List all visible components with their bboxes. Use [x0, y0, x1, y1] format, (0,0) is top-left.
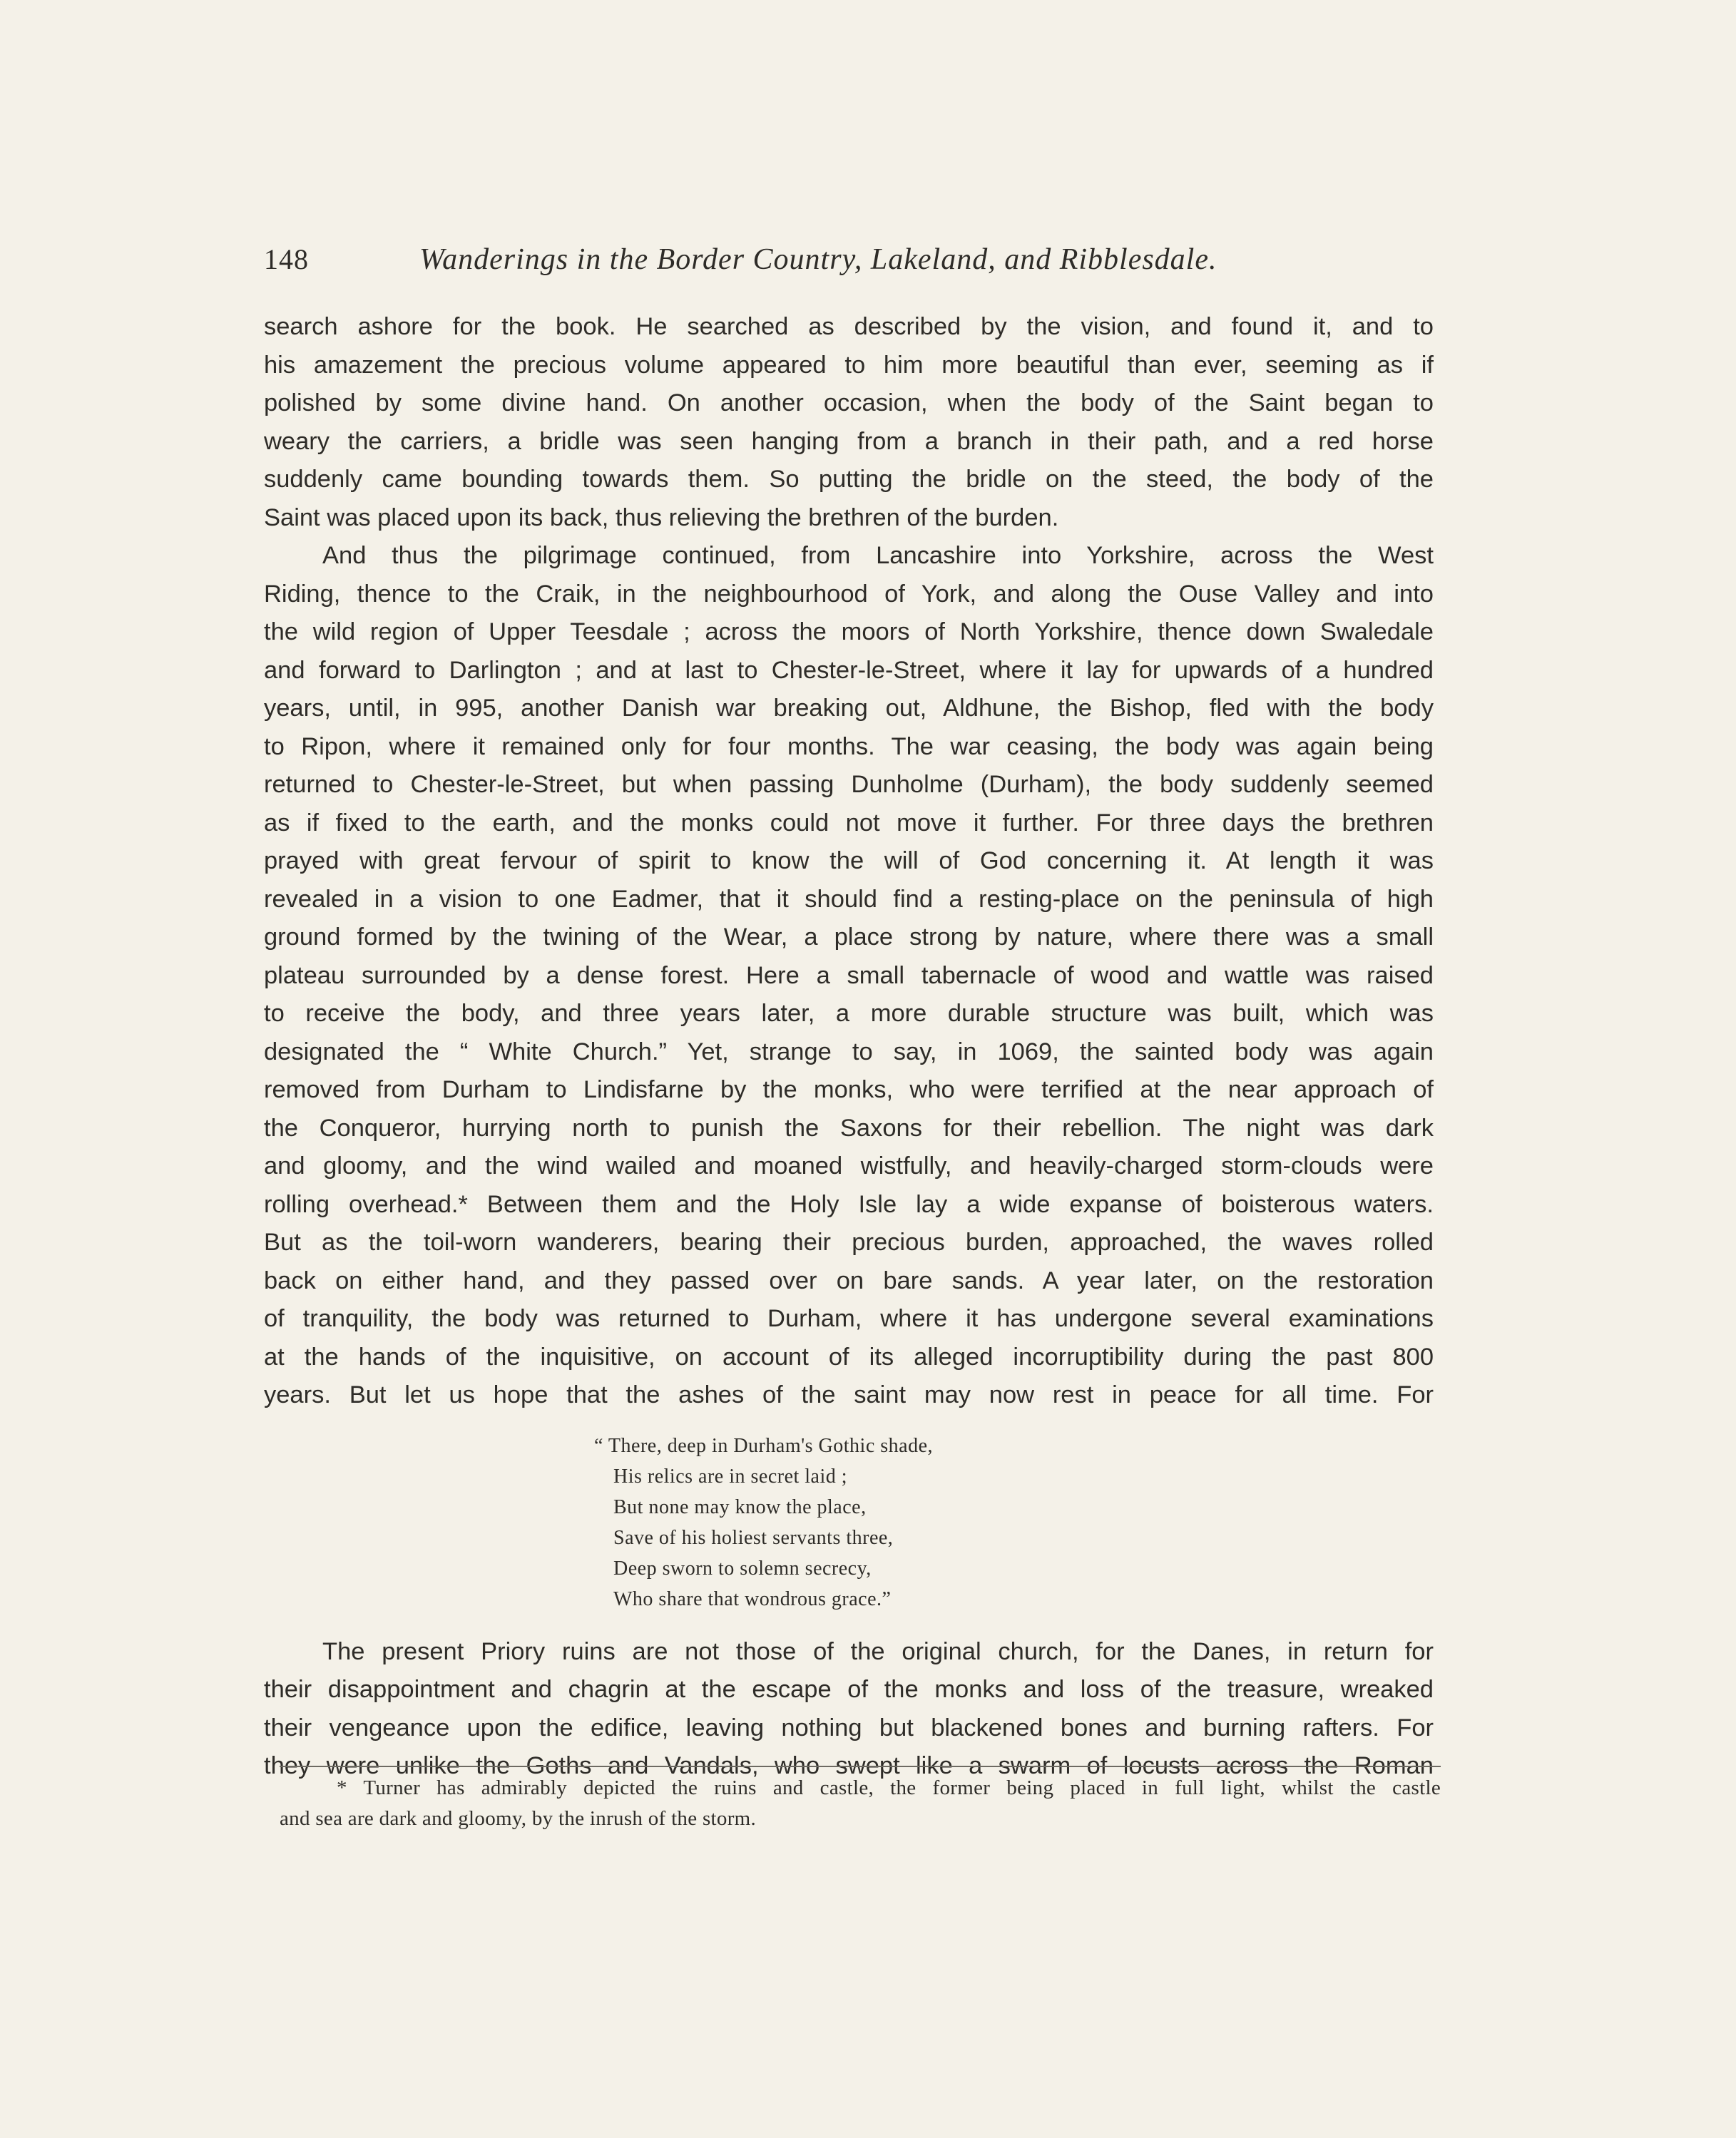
paragraph-3 [264, 1633, 1434, 1786]
text-line: Riding, thence to the Craik, in the neighbourhood of York, and along the Ouse Valley and into [264, 580, 1434, 608]
text-line: the Conqueror, hurrying north to punish the Saxons for their rebellion. The night was dark [264, 1114, 1434, 1142]
text-line: plateau surrounded by a dense forest. Here a small tabernacle of wood and wattle was raised [264, 961, 1434, 989]
text-line: suddenly came bounding towards them. So putting the bridle on the steed, the body of the [264, 466, 1434, 493]
text-line: ground formed by the twining of the Wear, a place strong by nature, where there was a small [264, 924, 1434, 951]
verse-line: Who share that wondrous grace.” [613, 1587, 892, 1610]
footnote-line: * Turner has admirably depicted the ruins and castle, the former being placed in full light, whilst the castle [337, 1776, 1441, 1799]
verse-line: Save of his holiest servants three, [613, 1526, 894, 1549]
text-line: The present Priory ruins are not those of the original church, for the Danes, in return for [322, 1637, 1434, 1665]
footnote [280, 1773, 1441, 1834]
body-text [264, 308, 1434, 1786]
text-line: and forward to Darlington ; and at last to Chester-le-Street, where it lay for upwards of a hundred [264, 656, 1434, 684]
text-line: search ashore for the book. He searched as described by the vision, and found it, and to [264, 313, 1434, 340]
verse-line: But none may know the place, [613, 1495, 867, 1518]
text-line: back on either hand, and they passed over on bare sands. A year later, on the restoration [264, 1267, 1434, 1294]
text-line: returned to Chester-le-Street, but when passing Dunholme (Durham), the body suddenly seemed [264, 771, 1434, 798]
running-head [264, 242, 1434, 292]
running-title: Wanderings in the Border Country, Lakeland, and Ribblesdale. [419, 243, 1217, 276]
text-line: rolling overhead.* Between them and the Holy Isle lay a wide expanse of boisterous waters. [264, 1190, 1434, 1218]
text-line: prayed with great fervour of spirit to know the will of God concerning it. At length it was [264, 847, 1434, 874]
text-line: designated the “ White Church.” Yet, strange to say, in 1069, the sainted body was again [264, 1038, 1434, 1065]
text-line: to receive the body, and three years later, a more durable structure was built, which was [264, 1000, 1434, 1027]
text-line: Saint was placed upon its back, thus relieving the brethren of the burden. [264, 503, 1059, 531]
text-line: at the hands of the inquisitive, on account of its alleged incorruptibility during the past 800 [264, 1343, 1434, 1371]
text-line: years, until, in 995, another Danish war breaking out, Aldhune, the Bishop, fled with the body [264, 695, 1434, 722]
text-line: But as the toil-worn wanderers, bearing their precious burden, approached, the waves rolled [264, 1229, 1434, 1256]
verse-quotation [264, 1431, 1434, 1615]
text-line: they were unlike the Goths and Vandals, who swept like a swarm of locusts across the Roman [264, 1752, 1434, 1779]
text-line: their vengeance upon the edifice, leaving nothing but blackened bones and burning rafters. For [264, 1714, 1434, 1741]
page-number: 148 [264, 243, 309, 275]
text-line: to Ripon, where it remained only for four months. The war ceasing, the body was again being [264, 732, 1434, 760]
verse-line: Deep sworn to solemn secrecy, [613, 1557, 872, 1580]
text-line: weary the carriers, a bridle was seen hanging from a branch in their path, and a red horse [264, 427, 1434, 455]
text-line: years. But let us hope that the ashes of the saint may now rest in peace for all time. For [264, 1381, 1434, 1408]
text-line: his amazement the precious volume appeared to him more beautiful than ever, seeming as if [264, 351, 1434, 379]
footnote-line: and sea are dark and gloomy, by the inrush of the storm. [280, 1807, 757, 1830]
verse-line: “ There, deep in Durham's Gothic shade, [594, 1434, 933, 1457]
text-line: and gloomy, and the wind wailed and moaned wistfully, and heavily-charged storm-clouds were [264, 1152, 1434, 1180]
paragraph-2 [264, 537, 1434, 1415]
text-line: revealed in a vision to one Eadmer, that it should find a resting-place on the peninsula of high [264, 885, 1434, 913]
text-line: polished by some divine hand. On another occasion, when the body of the Saint began to [264, 389, 1434, 416]
text-line: as if fixed to the earth, and the monks could not move it further. For three days the brethren [264, 809, 1434, 837]
text-line: of tranquility, the body was returned to Durham, where it has undergone several examinations [264, 1305, 1434, 1332]
verse-line: His relics are in secret laid ; [613, 1465, 848, 1488]
footnote-divider [280, 1766, 1441, 1767]
text-line: removed from Durham to Lindisfarne by the monks, who were terrified at the near approach of [264, 1076, 1434, 1103]
text-line: And thus the pilgrimage continued, from Lancashire into Yorkshire, across the West [322, 542, 1434, 569]
text-line: the wild region of Upper Teesdale ; across the moors of North Yorkshire, thence down Swaledale [264, 618, 1434, 645]
text-line: their disappointment and chagrin at the escape of the monks and loss of the treasure, wreaked [264, 1676, 1434, 1703]
paragraph-1 [264, 308, 1434, 537]
